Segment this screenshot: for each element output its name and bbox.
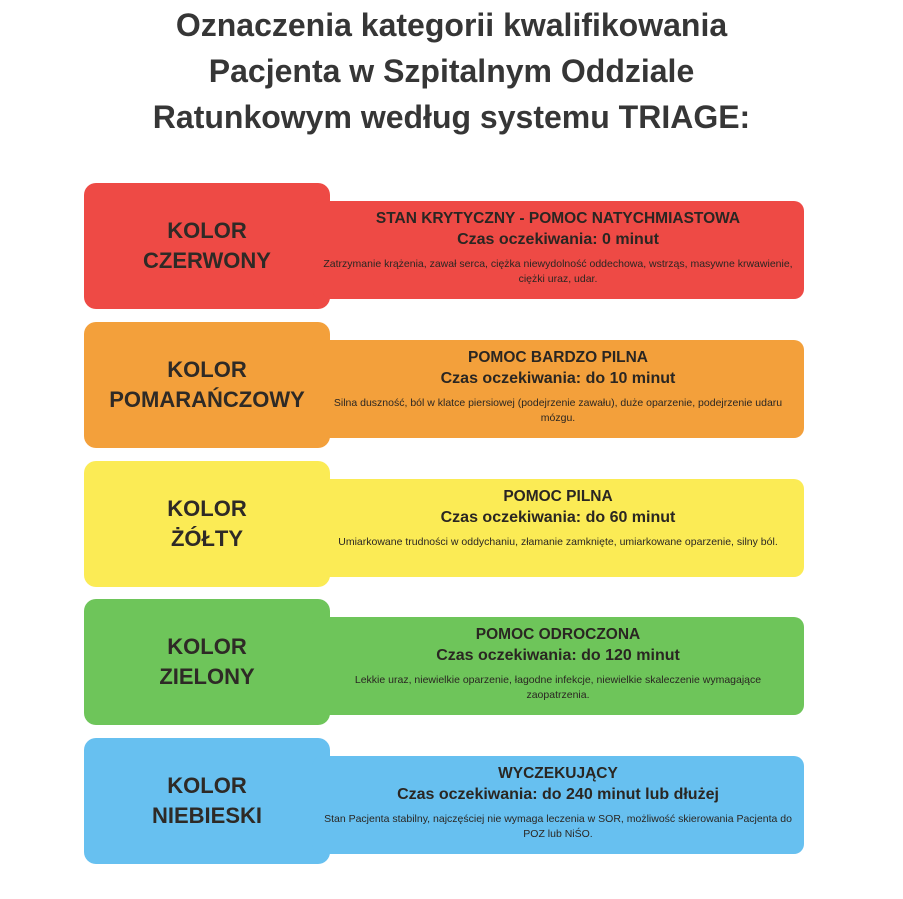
category-blue-label xyxy=(84,738,330,864)
category-green-info xyxy=(312,617,804,715)
category-label-line-2: NIEBIESKI xyxy=(151,803,263,828)
title-line-1: Oznaczenia kategorii kwalifikowania xyxy=(175,7,728,43)
page-title xyxy=(40,2,863,140)
category-label-line-1: KOLOR xyxy=(167,357,247,382)
category-red-label xyxy=(84,183,330,309)
category-orange-info xyxy=(312,340,804,438)
category-blue xyxy=(0,738,903,868)
category-label-line-2: ŻÓŁTY xyxy=(170,526,244,551)
category-orange xyxy=(0,322,903,452)
category-heading: POMOC ODROCZONA xyxy=(475,626,641,643)
category-yellow-info xyxy=(312,479,804,577)
category-blue-info xyxy=(312,756,804,854)
category-label-line-2: CZERWONY xyxy=(143,248,271,273)
category-heading: WYCZEKUJĄCY xyxy=(498,765,618,782)
category-heading: STAN KRYTYCZNY - POMOC NATYCHMIASTOWA xyxy=(375,210,741,227)
category-label-line-1: KOLOR xyxy=(167,496,247,521)
category-wait-time: Czas oczekiwania: do 60 minut xyxy=(440,509,676,526)
category-label-line-1: KOLOR xyxy=(167,773,247,798)
category-label-line-2: ZIELONY xyxy=(159,664,255,689)
category-description: Zatrzymanie krążenia, zawał serca, ciężka niewydolność oddechowa, wstrząs, masywne krwawienie, ciężki uraz, udar. xyxy=(323,258,793,285)
category-label-line-2: POMARAŃCZOWY xyxy=(109,387,305,412)
title-line-3: Ratunkowym według systemu TRIAGE: xyxy=(152,99,751,135)
category-description: Lekkie uraz, niewielkie oparzenie, łagodne infekcje, niewielkie skaleczenie wymagające zaopatrzenia. xyxy=(354,674,762,701)
category-green xyxy=(0,599,903,729)
category-wait-time: Czas oczekiwania: do 120 minut xyxy=(436,647,680,664)
category-red-info xyxy=(312,201,804,299)
category-yellow-label xyxy=(84,461,330,587)
title-line-2: Pacjenta w Szpitalnym Oddziale xyxy=(208,53,695,89)
category-label-line-1: KOLOR xyxy=(167,218,247,243)
category-description: Silna duszność, ból w klatce piersiowej (podejrzenie zawału), duże oparzenie, podejrzenie udaru mózgu. xyxy=(333,397,783,424)
category-wait-time: Czas oczekiwania: do 240 minut lub dłużej xyxy=(397,786,719,803)
category-heading: POMOC PILNA xyxy=(503,488,613,505)
category-wait-time: Czas oczekiwania: do 10 minut xyxy=(440,370,676,387)
category-red xyxy=(0,183,903,313)
category-heading: POMOC BARDZO PILNA xyxy=(468,349,648,366)
category-orange-label xyxy=(84,322,330,448)
category-wait-time: Czas oczekiwania: 0 minut xyxy=(457,231,659,248)
category-green-label xyxy=(84,599,330,725)
category-yellow xyxy=(0,461,903,591)
category-description: Umiarkowane trudności w oddychaniu, złamanie zamknięte, umiarkowane oparzenie, silny ból. xyxy=(338,536,778,548)
category-description: Stan Pacjenta stabilny, najczęściej nie wymaga leczenia w SOR, możliwość skierowania Pacjenta do POZ lub NiŚO. xyxy=(324,813,792,840)
category-label-line-1: KOLOR xyxy=(167,634,247,659)
